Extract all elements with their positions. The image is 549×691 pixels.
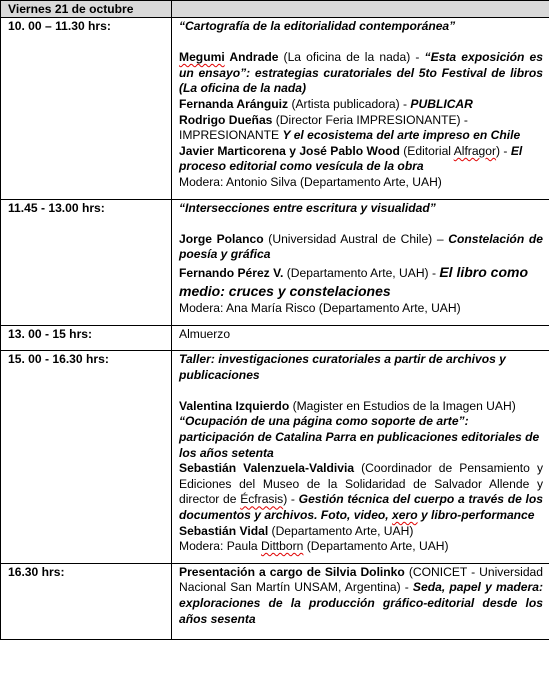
session-time: 11.45 - 13.00 hrs: (1, 199, 172, 325)
participant-entry (179, 113, 543, 144)
participant-affiliation: ) - (283, 492, 299, 507)
participant-name: Sebastián Vidal (179, 523, 269, 538)
talk-title: y libro-performance (417, 508, 535, 523)
participant-affiliation: (Editorial (399, 143, 454, 158)
talk-title: Constelación de poesía y gráfica (179, 231, 543, 262)
participant-entry (179, 461, 543, 523)
participant-entry (179, 399, 543, 415)
participant-entry (179, 232, 543, 263)
day-header-row (1, 1, 549, 18)
participant-affiliation: (Director Feria IMPRESIONANTE) - IMPRESIONANTE (179, 112, 468, 143)
day-header-empty (172, 1, 549, 18)
session-title: “Intersecciones entre escritura y visualidad” (179, 200, 436, 215)
talk-title: Seda, papel y madera: exploraciones de la producción gráfico-editorial desde los años sesenta (179, 580, 543, 626)
talk-title: “Ocupación de una página como soporte de arte”: participación de Catalina Parra en publicaciones editoriales de los años setenta (179, 414, 540, 460)
participant-affiliation: (CONICET - Universidad Nacional San Martín UNSAM, Argentina) - (179, 564, 543, 595)
participant-affiliation: Alfragor (453, 143, 497, 158)
participant-entry (179, 263, 543, 301)
participant-affiliation: (Magister en Estudios de la Imagen UAH) (289, 398, 516, 413)
talk-title: Gestión técnica del cuerpo a través de los documentos y archivos. Foto, video, (179, 492, 544, 523)
moderator: Modera: Ana María Risco (Departamento Arte, UAH) (179, 300, 461, 315)
participant-entry (179, 524, 543, 540)
participant-entry (179, 50, 543, 97)
talk-title: “Esta exposición es un ensayo”: estrategias curatoriales del 5to Festival de libros (La oficina de la nada) (179, 50, 544, 96)
talk-title: PUBLICAR (410, 96, 473, 111)
participant-entry (179, 144, 543, 175)
participant-name: Jorge Polanco (179, 231, 264, 246)
participant-entry (179, 97, 543, 113)
session-content (172, 18, 549, 200)
session-content (172, 199, 549, 325)
session-time: 13. 00 - 15 hrs: (1, 325, 172, 351)
moderator-text: Modera: Paula (179, 539, 262, 554)
day-header: Viernes 21 de octubre (1, 1, 172, 18)
moderator: Modera: Antonio Silva (Departamento Arte, UAH) (179, 174, 442, 189)
session-row (1, 563, 549, 639)
session-time: 10. 00 – 11.30 hrs: (1, 18, 172, 200)
session-content (172, 563, 549, 639)
session-row (1, 325, 549, 351)
participant-affiliation: (Artista publicadora) - (288, 96, 411, 111)
session-row (1, 18, 549, 200)
talk-title: El libro como medio: cruces y constelaciones (179, 263, 529, 299)
participant-name: Fernanda Aránguiz (179, 96, 289, 111)
participant-affiliation: ) - (496, 143, 511, 158)
participant-affiliation: (Departamento Arte, UAH) - (283, 265, 440, 280)
participant-name: Presentación a cargo de Silvia Dolinko (179, 564, 405, 579)
participant-entry (179, 565, 543, 627)
moderator-text: (Departamento Arte, UAH) (303, 539, 449, 554)
session-time: 16.30 hrs: (1, 563, 172, 639)
session-content (172, 325, 549, 351)
participant-affiliation: (La oficina de la nada) - (278, 50, 425, 65)
session-title: Taller: investigaciones curatoriales a partir de archivos y publicaciones (179, 352, 506, 382)
participant-affiliation: (Departamento Arte, UAH) (268, 523, 414, 538)
lunch-label: Almuerzo (179, 326, 231, 341)
session-title: “Cartografía de la editorialidad contemporánea” (179, 19, 456, 33)
participant-affiliation: (Universidad Austral de Chile) – (263, 231, 449, 246)
participant-name: Megumi (179, 50, 225, 65)
participant-name: Fernando Pérez V. (179, 265, 284, 280)
session-row (1, 199, 549, 325)
participant-name: Sebastián Valenzuela-Valdivia (179, 461, 355, 476)
participant-affiliation: (Coordinador de Pensamiento y Ediciones del Museo de la Solidaridad de Salvador Allende y director de (179, 461, 543, 507)
session-row (1, 351, 549, 564)
talk-title: xero (392, 508, 418, 523)
talk-title: Y el ecosistema del arte impreso en Chile (282, 128, 521, 143)
participant-name: Javier Marticorena y José Pablo Wood (179, 143, 400, 158)
participant-name: Rodrigo Dueñas (179, 112, 273, 127)
moderator (179, 539, 543, 555)
participant-name: Valentina Izquierdo (179, 398, 290, 413)
participant-affiliation: Écfrasis (240, 492, 284, 507)
talk-title: El proceso editorial como vesícula de la obra (179, 143, 523, 174)
session-content (172, 351, 549, 564)
participant-name: Andrade (224, 50, 279, 65)
session-time: 15. 00 - 16.30 hrs: (1, 351, 172, 564)
moderator-text: Dittborn (261, 539, 304, 554)
